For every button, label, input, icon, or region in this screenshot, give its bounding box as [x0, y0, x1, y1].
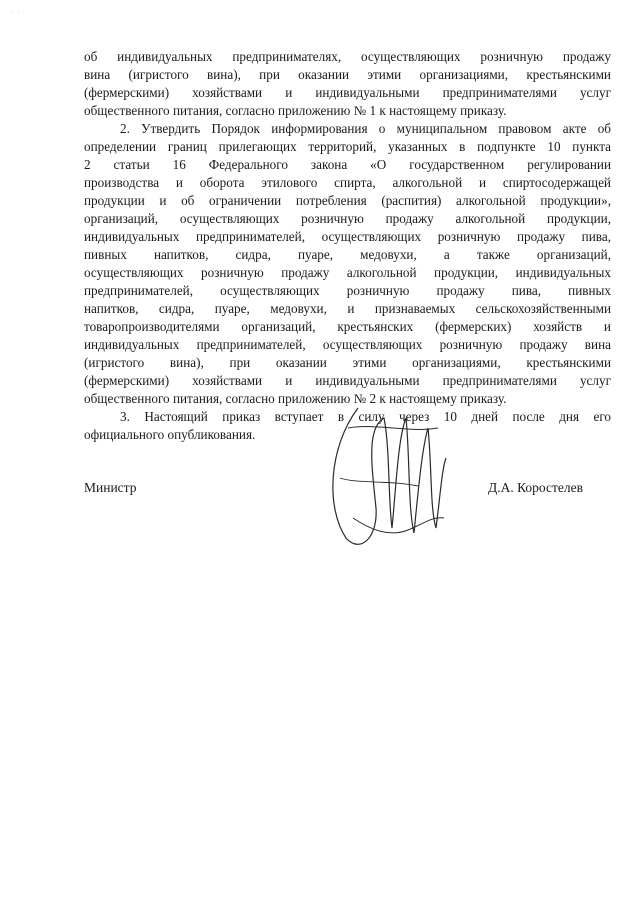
- para2-line: 2. Утвердить Порядок информирования о муниципальном правовом акте об: [120, 121, 611, 136]
- para3-line: 3. Настоящий приказ вступает в силу через 10 дней после дня его: [120, 409, 611, 424]
- para2-line: осуществляющих розничную продажу алкогольной продукции, индивидуальных: [84, 265, 611, 280]
- handwritten-signature: [318, 388, 468, 558]
- para1-line: (фермерскими) хозяйствами и индивидуальными предпринимателями услуг: [84, 85, 611, 100]
- para1-line: об индивидуальных предпринимателях, осуществляющих розничную продажу: [84, 49, 611, 64]
- signatory-name: Д.А. Коростелев: [488, 480, 583, 495]
- para2-line: пивных напитков, сидра, пуаре, медовухи, а также организаций,: [84, 247, 611, 262]
- para1-line: общественного питания, согласно приложению № 1 к настоящему приказу.: [84, 103, 507, 118]
- scan-artifact: · ·: [10, 10, 22, 16]
- para2-line: товаропроизводителями организаций, крестьянских (фермерских) хозяйств и: [84, 319, 611, 334]
- para2-line: организаций, осуществляющих розничную продажу алкогольной продукции,: [84, 211, 611, 226]
- para1-line: вина (игристого вина), при оказании этими организациями, крестьянскими: [84, 67, 611, 82]
- para2-line: общественного питания, согласно приложению № 2 к настоящему приказу.: [84, 391, 507, 406]
- para2-line: 2 статьи 16 Федерального закона «О государственном регулировании: [84, 157, 611, 172]
- para2-line: определении границ прилегающих территорий, указанных в подпункте 10 пункта: [84, 139, 611, 154]
- para2-line: индивидуальных предпринимателей, осуществляющих розничную продажу пива,: [84, 229, 611, 244]
- para2-line: напитков, сидра, пуаре, медовухи, и признаваемых сельскохозяйственными: [84, 301, 611, 316]
- para2-line: продукции и об ограничении потребления (распития) алкогольной продукции»,: [84, 193, 611, 208]
- para2-line: (игристого вина), при оказании этими организациями, крестьянскими: [84, 355, 611, 370]
- signatory-role: Министр: [84, 480, 137, 495]
- para3-line: официального опубликования.: [84, 427, 256, 442]
- para2-line: предпринимателей, осуществляющих розничную продажу пива, пивных: [84, 283, 611, 298]
- para2-line: (фермерскими) хозяйствами и индивидуальными предпринимателями услуг: [84, 373, 611, 388]
- para2-line: индивидуальных предпринимателей, осуществляющих розничную продажу вина: [84, 337, 611, 352]
- para2-line: производства и оборота этилового спирта, алкогольной и спиртосодержащей: [84, 175, 611, 190]
